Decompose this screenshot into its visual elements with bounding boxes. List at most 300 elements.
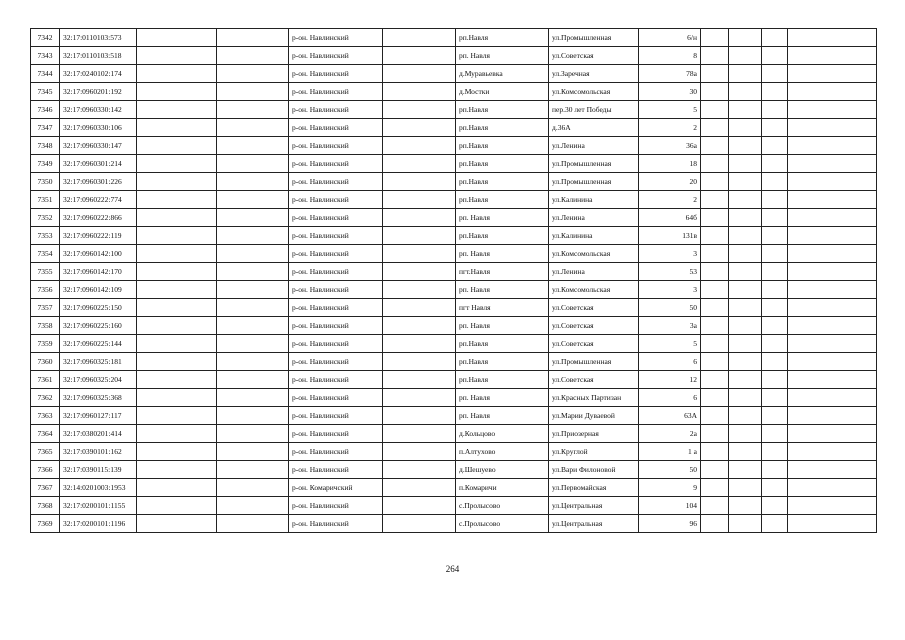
cadastral-number: 32:17:0960222:774 [60, 191, 137, 209]
locality: рп.Навля [456, 29, 549, 47]
empty-cell [762, 371, 788, 389]
table-row [31, 371, 877, 389]
empty-cell [383, 497, 456, 515]
empty-cell [701, 119, 729, 137]
empty-cell [701, 83, 729, 101]
house-number: 5 [639, 335, 701, 353]
street: ул.Советская [549, 317, 639, 335]
empty-cell [383, 461, 456, 479]
locality: с.Пролысово [456, 497, 549, 515]
empty-cell [788, 479, 877, 497]
empty-cell [729, 263, 762, 281]
empty-cell [383, 137, 456, 155]
locality: с.Пролысово [456, 515, 549, 533]
table-row [31, 479, 877, 497]
table-row [31, 317, 877, 335]
locality: рп. Навля [456, 245, 549, 263]
house-number: 30 [639, 83, 701, 101]
cadastral-number: 32:17:0380201:414 [60, 425, 137, 443]
empty-cell [137, 443, 217, 461]
district: р-он. Навлинский [289, 119, 383, 137]
empty-cell [762, 191, 788, 209]
table-row [31, 155, 877, 173]
empty-cell [729, 29, 762, 47]
cadastral-number: 32:17:0960325:181 [60, 353, 137, 371]
empty-cell [788, 389, 877, 407]
empty-cell [788, 47, 877, 65]
empty-cell [217, 101, 289, 119]
empty-cell [217, 317, 289, 335]
table-row [31, 389, 877, 407]
table-row [31, 281, 877, 299]
empty-cell [701, 65, 729, 83]
locality: рп. Навля [456, 281, 549, 299]
locality: рп.Навля [456, 119, 549, 137]
empty-cell [383, 335, 456, 353]
empty-cell [701, 353, 729, 371]
empty-cell [762, 335, 788, 353]
house-number: 12 [639, 371, 701, 389]
district: р-он. Навлинский [289, 443, 383, 461]
empty-cell [762, 515, 788, 533]
empty-cell [788, 65, 877, 83]
house-number: 3а [639, 317, 701, 335]
empty-cell [701, 101, 729, 119]
empty-cell [383, 29, 456, 47]
empty-cell [788, 155, 877, 173]
row-number: 7348 [31, 137, 60, 155]
row-number: 7343 [31, 47, 60, 65]
empty-cell [762, 65, 788, 83]
cadastral-number: 32:17:0960325:368 [60, 389, 137, 407]
table-body [31, 29, 877, 533]
house-number: 6 [639, 389, 701, 407]
empty-cell [701, 515, 729, 533]
empty-cell [383, 83, 456, 101]
empty-cell [729, 245, 762, 263]
empty-cell [137, 515, 217, 533]
table-row [31, 263, 877, 281]
empty-cell [788, 497, 877, 515]
empty-cell [729, 317, 762, 335]
empty-cell [383, 191, 456, 209]
empty-cell [217, 353, 289, 371]
cadastral-number: 32:17:0960222:119 [60, 227, 137, 245]
empty-cell [383, 353, 456, 371]
street: ул.Советская [549, 299, 639, 317]
district: р-он. Навлинский [289, 299, 383, 317]
street: ул.Советская [549, 47, 639, 65]
district: р-он. Навлинский [289, 317, 383, 335]
empty-cell [762, 353, 788, 371]
locality: рп.Навля [456, 371, 549, 389]
table-row [31, 209, 877, 227]
empty-cell [217, 137, 289, 155]
street: ул.Центральная [549, 515, 639, 533]
empty-cell [217, 443, 289, 461]
street: ул.Вари Филоновой [549, 461, 639, 479]
empty-cell [217, 209, 289, 227]
street: ул.Центральная [549, 497, 639, 515]
empty-cell [701, 191, 729, 209]
empty-cell [762, 299, 788, 317]
empty-cell [762, 443, 788, 461]
empty-cell [217, 497, 289, 515]
empty-cell [788, 317, 877, 335]
empty-cell [788, 425, 877, 443]
table-row [31, 47, 877, 65]
district: р-он. Навлинский [289, 281, 383, 299]
street: ул.Калинина [549, 227, 639, 245]
street: ул.Первомайская [549, 479, 639, 497]
empty-cell [762, 29, 788, 47]
locality: рп. Навля [456, 317, 549, 335]
register-table [30, 28, 877, 533]
street: д.36А [549, 119, 639, 137]
row-number: 7360 [31, 353, 60, 371]
empty-cell [762, 479, 788, 497]
street: ул.Приозерная [549, 425, 639, 443]
row-number: 7347 [31, 119, 60, 137]
empty-cell [383, 173, 456, 191]
empty-cell [217, 389, 289, 407]
table-row [31, 173, 877, 191]
house-number: 78а [639, 65, 701, 83]
empty-cell [137, 101, 217, 119]
locality: рп. Навля [456, 407, 549, 425]
table-row [31, 137, 877, 155]
district: р-он. Навлинский [289, 263, 383, 281]
house-number: 2 [639, 119, 701, 137]
empty-cell [762, 227, 788, 245]
row-number: 7345 [31, 83, 60, 101]
empty-cell [701, 29, 729, 47]
empty-cell [383, 515, 456, 533]
empty-cell [788, 137, 877, 155]
empty-cell [762, 281, 788, 299]
row-number: 7368 [31, 497, 60, 515]
row-number: 7362 [31, 389, 60, 407]
empty-cell [383, 443, 456, 461]
district: р-он. Навлинский [289, 101, 383, 119]
empty-cell [137, 371, 217, 389]
empty-cell [383, 425, 456, 443]
empty-cell [383, 245, 456, 263]
empty-cell [137, 227, 217, 245]
street: ул.Комсомольская [549, 245, 639, 263]
table-row [31, 497, 877, 515]
empty-cell [762, 119, 788, 137]
empty-cell [729, 119, 762, 137]
empty-cell [701, 371, 729, 389]
empty-cell [762, 317, 788, 335]
row-number: 7342 [31, 29, 60, 47]
district: р-он. Навлинский [289, 515, 383, 533]
house-number: 53 [639, 263, 701, 281]
empty-cell [217, 479, 289, 497]
empty-cell [217, 371, 289, 389]
house-number: 3 [639, 281, 701, 299]
empty-cell [137, 209, 217, 227]
empty-cell [701, 173, 729, 191]
empty-cell [762, 209, 788, 227]
empty-cell [383, 119, 456, 137]
empty-cell [762, 407, 788, 425]
street: ул.Промышленная [549, 173, 639, 191]
locality: д.Кольцово [456, 425, 549, 443]
empty-cell [788, 191, 877, 209]
district: р-он. Навлинский [289, 65, 383, 83]
house-number: 104 [639, 497, 701, 515]
table-row [31, 245, 877, 263]
empty-cell [701, 425, 729, 443]
empty-cell [788, 461, 877, 479]
district: р-он. Навлинский [289, 497, 383, 515]
empty-cell [217, 47, 289, 65]
cadastral-number: 32:17:0960301:214 [60, 155, 137, 173]
empty-cell [137, 29, 217, 47]
empty-cell [701, 137, 729, 155]
empty-cell [701, 317, 729, 335]
row-number: 7353 [31, 227, 60, 245]
district: р-он. Навлинский [289, 371, 383, 389]
house-number: 50 [639, 461, 701, 479]
street: ул.Советская [549, 371, 639, 389]
district: р-он. Навлинский [289, 245, 383, 263]
empty-cell [729, 407, 762, 425]
empty-cell [762, 83, 788, 101]
locality: д.Муравьевка [456, 65, 549, 83]
row-number: 7365 [31, 443, 60, 461]
row-number: 7352 [31, 209, 60, 227]
district: р-он. Навлинский [289, 461, 383, 479]
locality: пгт.Навля [456, 263, 549, 281]
empty-cell [729, 191, 762, 209]
empty-cell [701, 389, 729, 407]
empty-cell [137, 299, 217, 317]
empty-cell [729, 497, 762, 515]
empty-cell [701, 263, 729, 281]
page-number: 264 [445, 564, 460, 574]
table-row [31, 119, 877, 137]
empty-cell [701, 497, 729, 515]
empty-cell [383, 65, 456, 83]
house-number: 20 [639, 173, 701, 191]
empty-cell [383, 389, 456, 407]
empty-cell [217, 119, 289, 137]
empty-cell [137, 317, 217, 335]
cadastral-number: 32:17:0960225:144 [60, 335, 137, 353]
empty-cell [137, 191, 217, 209]
empty-cell [729, 173, 762, 191]
empty-cell [701, 335, 729, 353]
locality: рп.Навля [456, 353, 549, 371]
locality: д.Мостки [456, 83, 549, 101]
empty-cell [137, 263, 217, 281]
cadastral-number: 32:17:0390101:162 [60, 443, 137, 461]
house-number: 96 [639, 515, 701, 533]
table-row [31, 353, 877, 371]
empty-cell [729, 389, 762, 407]
cadastral-number: 32:17:0960201:192 [60, 83, 137, 101]
empty-cell [729, 155, 762, 173]
empty-cell [729, 335, 762, 353]
empty-cell [788, 209, 877, 227]
locality: рп.Навля [456, 227, 549, 245]
empty-cell [701, 281, 729, 299]
empty-cell [137, 155, 217, 173]
empty-cell [701, 245, 729, 263]
house-number: 50 [639, 299, 701, 317]
empty-cell [383, 281, 456, 299]
empty-cell [217, 299, 289, 317]
empty-cell [217, 227, 289, 245]
empty-cell [729, 443, 762, 461]
empty-cell [137, 83, 217, 101]
empty-cell [217, 245, 289, 263]
street: ул.Промышленная [549, 155, 639, 173]
district: р-он. Навлинский [289, 83, 383, 101]
locality: п.Алтухово [456, 443, 549, 461]
cadastral-number: 32:17:0960301:226 [60, 173, 137, 191]
empty-cell [137, 461, 217, 479]
row-number: 7355 [31, 263, 60, 281]
cadastral-number: 32:17:0960142:100 [60, 245, 137, 263]
house-number: 2а [639, 425, 701, 443]
table-row [31, 425, 877, 443]
cadastral-number: 32:17:0960225:160 [60, 317, 137, 335]
row-number: 7369 [31, 515, 60, 533]
empty-cell [137, 65, 217, 83]
empty-cell [137, 353, 217, 371]
empty-cell [762, 155, 788, 173]
empty-cell [137, 335, 217, 353]
house-number: 131в [639, 227, 701, 245]
locality: рп.Навля [456, 191, 549, 209]
empty-cell [729, 479, 762, 497]
house-number: 5 [639, 101, 701, 119]
street: ул.Ленина [549, 209, 639, 227]
cadastral-number: 32:17:0960330:106 [60, 119, 137, 137]
cadastral-number: 32:17:0960142:170 [60, 263, 137, 281]
row-number: 7361 [31, 371, 60, 389]
district: р-он. Навлинский [289, 155, 383, 173]
empty-cell [383, 299, 456, 317]
street: ул.Ленина [549, 263, 639, 281]
empty-cell [729, 47, 762, 65]
empty-cell [217, 155, 289, 173]
empty-cell [701, 407, 729, 425]
empty-cell [729, 425, 762, 443]
table-row [31, 461, 877, 479]
street: ул.Комсомольская [549, 281, 639, 299]
row-number: 7351 [31, 191, 60, 209]
street: ул.Промышленная [549, 29, 639, 47]
empty-cell [729, 209, 762, 227]
empty-cell [762, 461, 788, 479]
house-number: 1 а [639, 443, 701, 461]
empty-cell [701, 155, 729, 173]
empty-cell [729, 299, 762, 317]
empty-cell [137, 173, 217, 191]
district: р-он. Навлинский [289, 173, 383, 191]
empty-cell [383, 371, 456, 389]
empty-cell [217, 461, 289, 479]
cadastral-number: 32:17:0960325:204 [60, 371, 137, 389]
empty-cell [762, 137, 788, 155]
street: ул.Промышленная [549, 353, 639, 371]
empty-cell [217, 173, 289, 191]
row-number: 7366 [31, 461, 60, 479]
empty-cell [729, 281, 762, 299]
empty-cell [788, 515, 877, 533]
empty-cell [701, 479, 729, 497]
district: р-он. Навлинский [289, 425, 383, 443]
empty-cell [137, 425, 217, 443]
empty-cell [788, 335, 877, 353]
street: ул.Заречная [549, 65, 639, 83]
row-number: 7344 [31, 65, 60, 83]
empty-cell [788, 173, 877, 191]
empty-cell [383, 479, 456, 497]
locality: рп. Навля [456, 209, 549, 227]
empty-cell [762, 245, 788, 263]
row-number: 7367 [31, 479, 60, 497]
empty-cell [788, 101, 877, 119]
district: р-он. Навлинский [289, 209, 383, 227]
row-number: 7356 [31, 281, 60, 299]
table-row [31, 101, 877, 119]
row-number: 7358 [31, 317, 60, 335]
street: ул.Марии Дуваевой [549, 407, 639, 425]
empty-cell [217, 263, 289, 281]
table-row [31, 515, 877, 533]
empty-cell [788, 245, 877, 263]
locality: пгт Навля [456, 299, 549, 317]
empty-cell [701, 443, 729, 461]
empty-cell [762, 425, 788, 443]
empty-cell [729, 101, 762, 119]
row-number: 7363 [31, 407, 60, 425]
locality: рп.Навля [456, 155, 549, 173]
empty-cell [217, 281, 289, 299]
street: ул.Красных Партизан [549, 389, 639, 407]
table-row [31, 299, 877, 317]
district: р-он. Навлинский [289, 389, 383, 407]
empty-cell [217, 191, 289, 209]
district: р-он. Комаричский [289, 479, 383, 497]
house-number: 6 [639, 353, 701, 371]
street: ул.Ленина [549, 137, 639, 155]
locality: рп. Навля [456, 47, 549, 65]
empty-cell [788, 227, 877, 245]
empty-cell [217, 515, 289, 533]
house-number: 6/н [639, 29, 701, 47]
cadastral-number: 32:17:0390115:139 [60, 461, 137, 479]
street: пер.30 лет Победы [549, 101, 639, 119]
empty-cell [729, 83, 762, 101]
cadastral-number: 32:17:0200101:1196 [60, 515, 137, 533]
cadastral-number: 32:17:0110103:573 [60, 29, 137, 47]
empty-cell [788, 407, 877, 425]
empty-cell [762, 47, 788, 65]
table-row [31, 227, 877, 245]
street: ул.Советская [549, 335, 639, 353]
empty-cell [217, 335, 289, 353]
cadastral-number: 32:17:0240102:174 [60, 65, 137, 83]
empty-cell [701, 227, 729, 245]
row-number: 7350 [31, 173, 60, 191]
